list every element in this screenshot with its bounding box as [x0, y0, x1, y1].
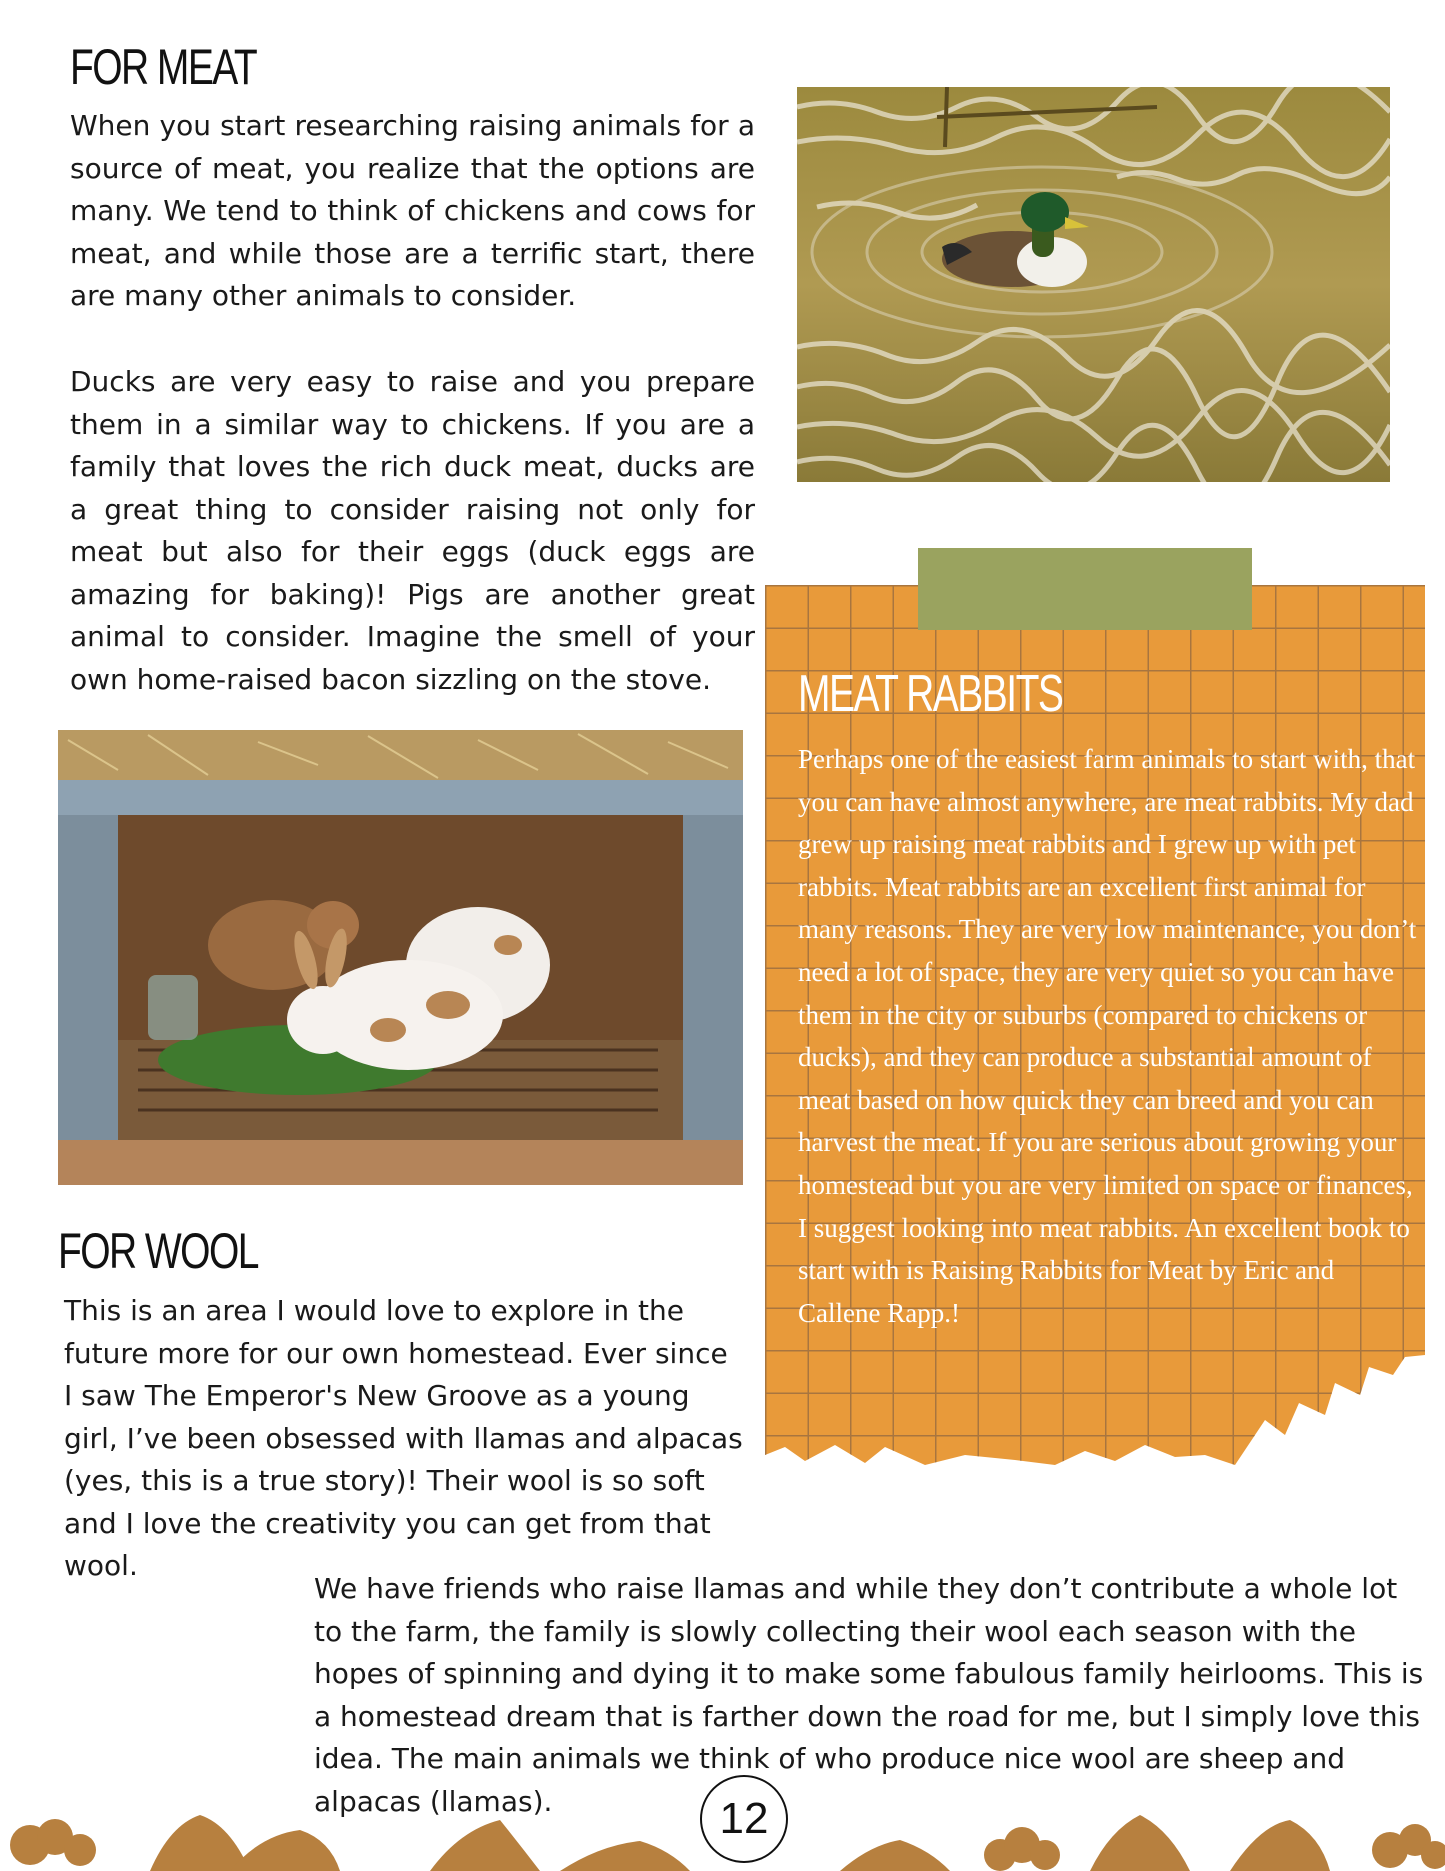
duck-photo: [797, 87, 1390, 482]
for-meat-paragraph-2: Ducks are very easy to raise and you prepare them in a similar way to chickens. If you are a family that loves the rich duck meat, ducks are a great thing to consider raising not only for meat but also for their eggs (duck eggs are amazing for baking)! Pigs are another great animal to consider. Imagine the smell of your own home-raised bacon sizzling on the stove.: [70, 365, 755, 696]
for-meat-heading: FOR MEAT: [70, 39, 257, 95]
page-number: 12: [700, 1775, 788, 1863]
for-wool-paragraph-2: We have friends who raise llamas and while they don’t contribute a whole lot to the farm, the family is slowly collecting their wool each season with the hopes of spinning and dying it to make some fabulous family heirlooms. This is a homestead dream that is farther down the road for me, but I simply love this idea. The main animals we think of who produce nice wool are sheep and alpacas (llamas).: [314, 1572, 1424, 1818]
meat-rabbits-heading: MEAT RABBITS: [798, 665, 1063, 723]
for-wool-paragraph-1: This is an area I would love to explore in the future more for our own homestead. Ever since I saw The Emperor's New Groove as a young girl, I’ve been obsessed with llamas and alpacas (yes, this is a true story)! Their wool is so soft and I love the creativity you can get from that wool.: [64, 1294, 743, 1582]
rabbit-hutch-photo: [58, 730, 743, 1185]
meat-rabbits-text: Perhaps one of the easiest farm animals to start with, that you can have almost anywhere, are meat rabbits. My dad grew up raising meat rabbits and I grew up with pet rabbits. Meat rabbits are an excellent first animal for many reasons. They are very low maintenance, you don’t need a lot of space, they are very quiet so you can have them in the city or suburbs (compared to chickens or ducks), and they can produce a substantial amount of meat based on how quick they can breed and you can harvest the meat. If you are serious about growing your homestead but you are very limited on space or finances, I suggest looking into meat rabbits. An excellent book to start with is Raising Rabbits for Meat by Eric and Callene Rapp.!: [798, 744, 1417, 1328]
for-meat-paragraph-1: When you start researching raising animals for a source of meat, you realize that the options are many. We tend to think of chickens and cows for meat, and while those are a terrific start, there are many other animals to consider.: [70, 109, 755, 312]
tape-strip: [918, 548, 1252, 630]
for-wool-heading: FOR WOOL: [58, 1223, 258, 1279]
